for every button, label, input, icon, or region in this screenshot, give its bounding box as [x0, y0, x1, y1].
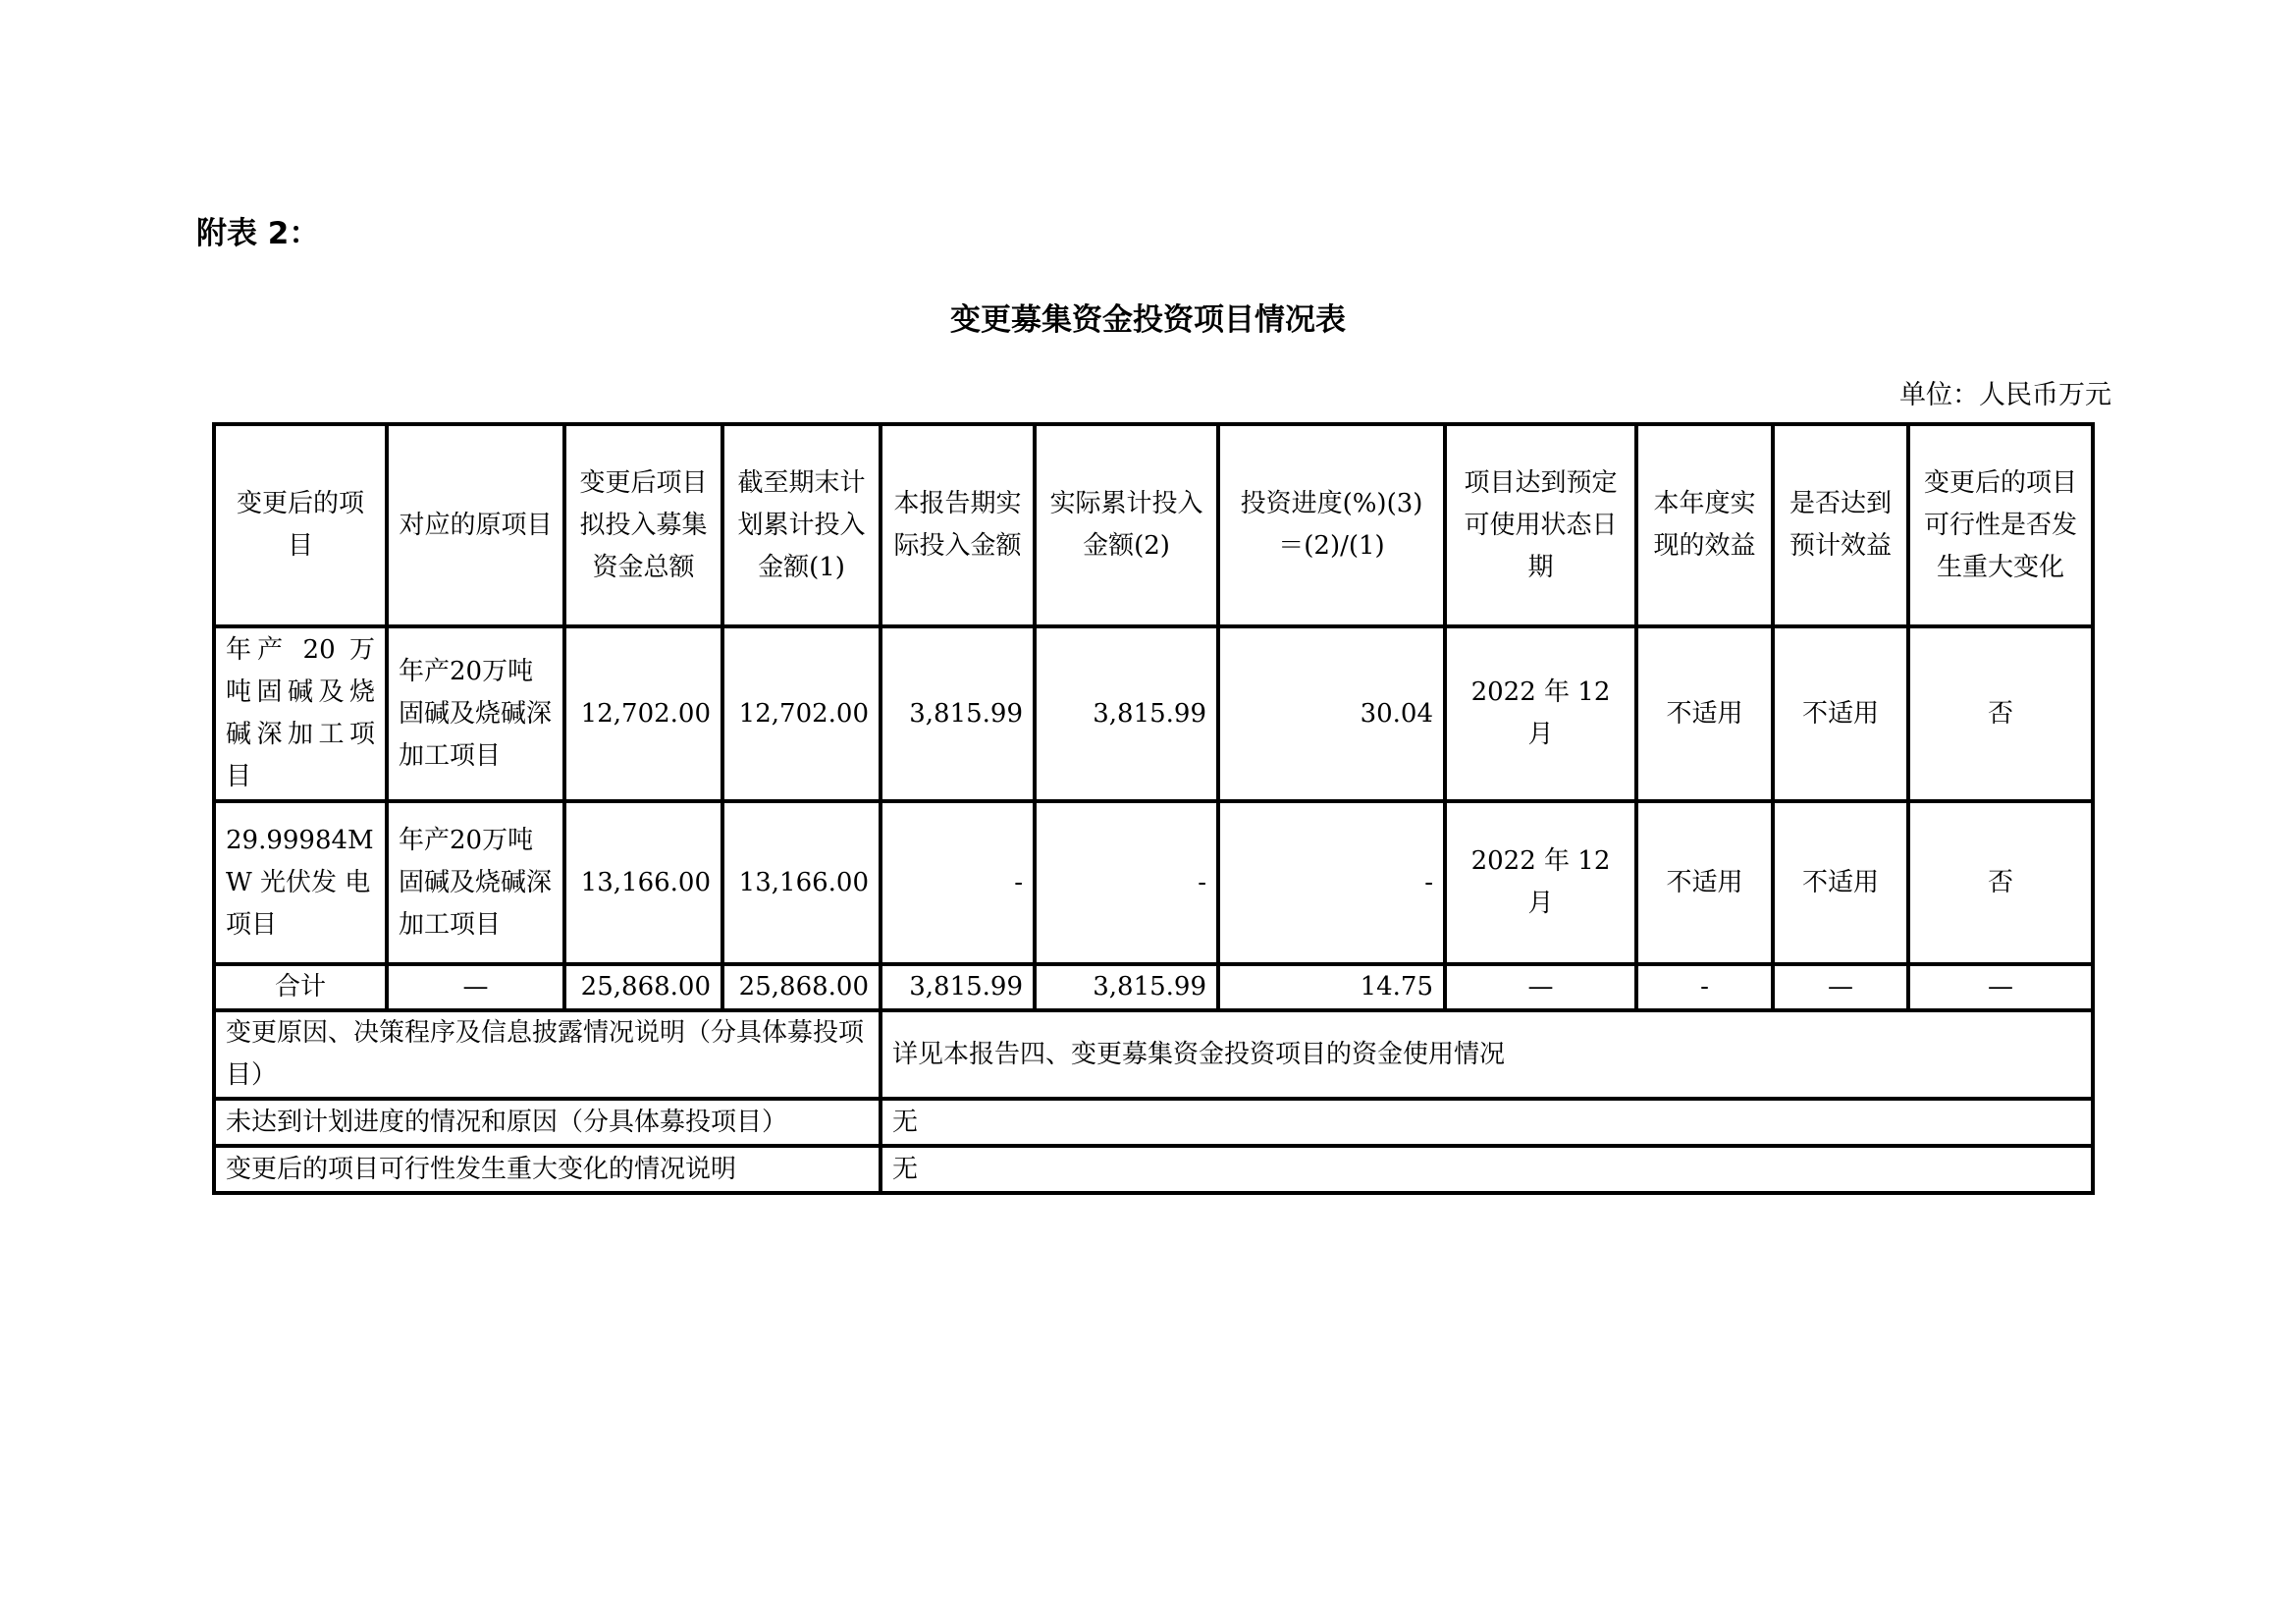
progress-cell: - [1218, 801, 1445, 964]
note-label: 变更后的项目可行性发生重大变化的情况说明 [214, 1146, 881, 1193]
total-expected-benefit-cell: — [1773, 964, 1908, 1010]
actual-cumulative-cell: - [1035, 801, 1218, 964]
total-actual-cumulative-cell: 3,815.99 [1035, 964, 1218, 1010]
table-title: 变更募集资金投资项目情况表 [950, 302, 1346, 338]
period-actual-cell: 3,815.99 [881, 626, 1035, 801]
total-feasibility-change-cell: — [1908, 964, 2093, 1010]
header-row [214, 424, 2093, 626]
header-cell: 投资进度(%)(3)＝(2)/(1) [1218, 424, 1445, 626]
total-planned-total-cell: 25,868.00 [564, 964, 722, 1010]
planned-cumulative-cell: 12,702.00 [722, 626, 881, 801]
note-label: 未达到计划进度的情况和原因（分具体募投项目） [214, 1099, 881, 1146]
feasibility-change-cell: 否 [1908, 626, 2093, 801]
progress-cell: 30.04 [1218, 626, 1445, 801]
actual-cumulative-cell: 3,815.99 [1035, 626, 1218, 801]
note-value: 无 [881, 1146, 2093, 1193]
header-cell: 对应的原项目 [387, 424, 564, 626]
total-ready-date-cell: — [1445, 964, 1636, 1010]
note-row [214, 1146, 2093, 1193]
header-cell: 变更后的项目可行性是否发生重大变化 [1908, 424, 2093, 626]
original-project-cell: 年产20万吨固碱及烧碱深加工项目 [387, 801, 564, 964]
planned-total-cell: 12,702.00 [564, 626, 722, 801]
header-cell: 变更后项目拟投入募集资金总额 [564, 424, 722, 626]
new-project-cell: 年产 20 万吨固碱及烧碱深加工项目 [214, 626, 387, 801]
planned-cumulative-cell: 13,166.00 [722, 801, 881, 964]
note-row [214, 1010, 2093, 1099]
header-cell: 截至期末计划累计投入金额(1) [722, 424, 881, 626]
total-original-project-cell: — [387, 964, 564, 1010]
table-row [214, 626, 2093, 801]
planned-total-cell: 13,166.00 [564, 801, 722, 964]
currency-unit: 单位：人民币万元 [1899, 380, 2111, 410]
total-row [214, 964, 2093, 1010]
original-project-cell: 年产20万吨固碱及烧碱深加工项目 [387, 626, 564, 801]
investment-projects-table [212, 422, 2095, 1195]
header-cell: 是否达到预计效益 [1773, 424, 1908, 626]
note-label: 变更原因、决策程序及信息披露情况说明（分具体募投项目） [214, 1010, 881, 1099]
expected-benefit-cell: 不适用 [1773, 626, 1908, 801]
header-cell: 变更后的项目 [214, 424, 387, 626]
total-progress-cell: 14.75 [1218, 964, 1445, 1010]
ready-date-cell: 2022 年 12 月 [1445, 801, 1636, 964]
feasibility-change-cell: 否 [1908, 801, 2093, 964]
ready-date-cell: 2022 年 12 月 [1445, 626, 1636, 801]
total-planned-cumulative-cell: 25,868.00 [722, 964, 881, 1010]
total-period-actual-cell: 3,815.99 [881, 964, 1035, 1010]
note-value: 无 [881, 1099, 2093, 1146]
annual-benefit-cell: 不适用 [1636, 626, 1773, 801]
note-row [214, 1099, 2093, 1146]
appendix-label: 附表 2： [196, 216, 320, 251]
note-value: 详见本报告四、变更募集资金投资项目的资金使用情况 [881, 1010, 2093, 1099]
total-annual-benefit-cell: - [1636, 964, 1773, 1010]
new-project-cell: 29.99984MW 光伏发 电项目 [214, 801, 387, 964]
total-label-cell: 合计 [214, 964, 387, 1010]
header-cell: 项目达到预定可使用状态日期 [1445, 424, 1636, 626]
header-cell: 实际累计投入金额(2) [1035, 424, 1218, 626]
annual-benefit-cell: 不适用 [1636, 801, 1773, 964]
header-cell: 本报告期实际投入金额 [881, 424, 1035, 626]
header-cell: 本年度实现的效益 [1636, 424, 1773, 626]
expected-benefit-cell: 不适用 [1773, 801, 1908, 964]
table-row [214, 801, 2093, 964]
period-actual-cell: - [881, 801, 1035, 964]
